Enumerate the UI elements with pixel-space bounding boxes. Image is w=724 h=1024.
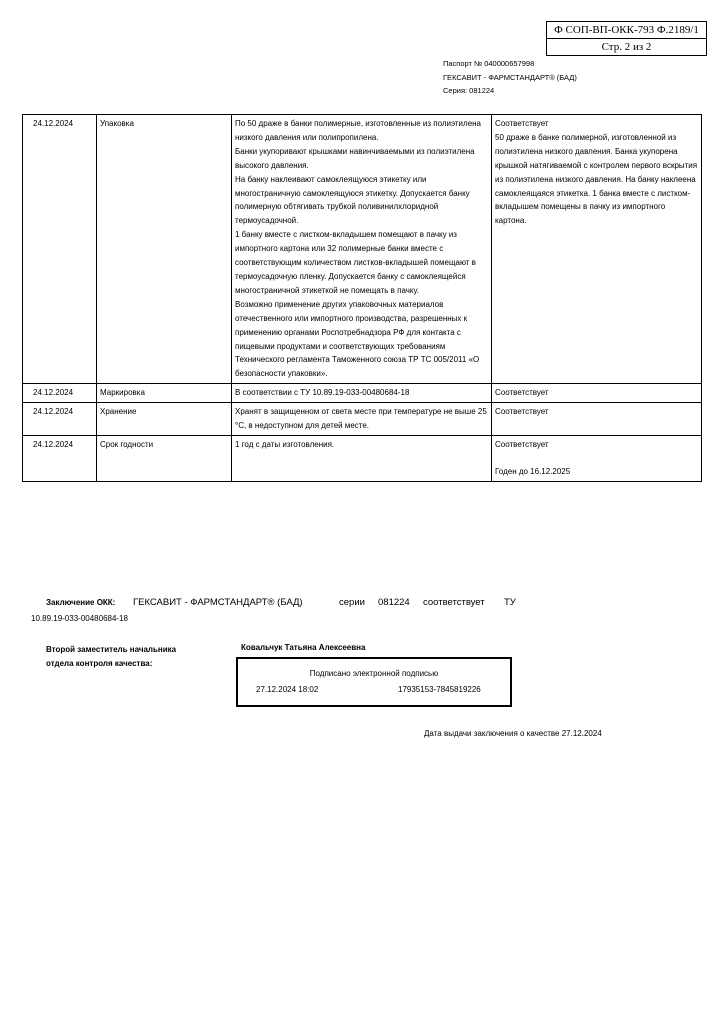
results-table	[22, 114, 702, 482]
signer-role-line: Второй заместитель начальника	[46, 645, 177, 654]
conclusion-tu-word: ТУ	[504, 597, 516, 608]
row-date: 24.12.2024	[23, 115, 97, 384]
series-number: Серия: 081224	[443, 86, 495, 95]
conclusion-tu-number: 10.89.19-033-00480684-18	[31, 614, 128, 623]
row-norm: В соответствии с ТУ 10.89.19-033-00480684-18	[232, 384, 492, 403]
norm-paragraph: Банки укупоривают крышками навинчиваемыми из полиэтилена высокого давления.	[235, 146, 475, 170]
signer-role	[46, 643, 226, 671]
table-row	[23, 115, 702, 384]
signer-role-line: отдела контроля качества:	[46, 659, 153, 668]
row-norm: Хранят в защищенном от света месте при температуре не выше 25 °С, в недоступном для детей месте.	[232, 403, 492, 436]
conclusion-verdict: соответствует	[423, 597, 485, 608]
row-indicator: Маркировка	[97, 384, 232, 403]
table-row	[23, 435, 702, 481]
row-norm: 1 год с даты изготовления.	[232, 435, 492, 481]
row-date: 24.12.2024	[23, 403, 97, 436]
qc-conclusion	[46, 597, 706, 608]
form-code: Ф СОП-ВП-ОКК-793 Ф.2189/1	[554, 24, 699, 36]
row-date: 24.12.2024	[23, 384, 97, 403]
norm-paragraph: 1 банку вместе с листком-вкладышем помещают в пачку из импортного картона или 32 полимерные банки вместе с соответствующим количеством листков-вкладышей помещают в термоусадочную пленку. Допускается банку с самоклеящейся многостраничной этикеткой не помещать в пачку.	[235, 230, 476, 295]
row-indicator: Упаковка	[97, 115, 232, 384]
norm-paragraph: Возможно применение других упаковочных материалов отечественного или импортного производства, разрешенных к применению органами Роспотребнадзора РФ для контакта с пищевыми продуктами и соответствующих требованиям Технического регламента Таможенного союза ТР ТС 005/2011 «О безопасности упаковки».	[235, 299, 480, 379]
signature-cert: 17935153-7845819226	[398, 685, 481, 694]
signature-datetime: 27.12.2024 18:02	[256, 685, 319, 694]
result-status: Соответствует	[495, 439, 549, 449]
issue-date: Дата выдачи заключения о качестве 27.12.2024	[424, 729, 602, 738]
signer-name: Ковальчук Татьяна Алексеевна	[241, 643, 366, 652]
passport-number: Паспорт № 040000657998	[443, 59, 535, 68]
row-indicator: Срок годности	[97, 435, 232, 481]
product-name: ГЕКСАВИТ - ФАРМСТАНДАРТ® (БАД)	[443, 73, 577, 82]
expiry-date: Годен до 16.12.2025	[495, 466, 571, 476]
row-result	[492, 115, 702, 384]
table-row	[23, 403, 702, 436]
signed-text: Подписано электронной подписью	[309, 669, 439, 678]
electronic-signature-box	[236, 657, 512, 707]
row-result: Соответствует	[492, 384, 702, 403]
row-norm	[232, 115, 492, 384]
form-code-box	[546, 21, 707, 56]
norm-paragraph: По 50 драже в банки полимерные, изготовленные из полиэтилена низкого давления или полипропилена.	[235, 119, 482, 142]
conclusion-series: 081224	[378, 597, 410, 608]
conclusion-series-word: серии	[339, 597, 365, 608]
row-indicator: Хранение	[97, 403, 232, 436]
result-detail: 50 драже в банке полимерной, изготовленной из полиэтилена низкого давления. Банка укупорена крышкой натягиваемой с контролем первого вскрытия из полиэтилена низкого давления. На банку наклеена самоклеящаяся этикетка. 1 банка вместе с листком-вкладышем помещены в пачку из импортного картона.	[495, 132, 698, 226]
row-result: Соответствует	[492, 403, 702, 436]
norm-paragraph: На банку наклеивают самоклеящуюся этикетку или многостраничную самоклеящуюся этикетку. Допускается банку полимерную обтягивать трубкой поливинилхлоридной термоусадочной.	[235, 174, 470, 226]
row-result	[492, 435, 702, 481]
row-date: 24.12.2024	[23, 435, 97, 481]
page-number: Стр. 2 из 2	[547, 38, 706, 55]
conclusion-label: Заключение ОКК:	[46, 598, 116, 607]
table-row	[23, 384, 702, 403]
conclusion-product: ГЕКСАВИТ - ФАРМСТАНДАРТ® (БАД)	[133, 597, 303, 608]
result-status: Соответствует	[495, 119, 549, 128]
